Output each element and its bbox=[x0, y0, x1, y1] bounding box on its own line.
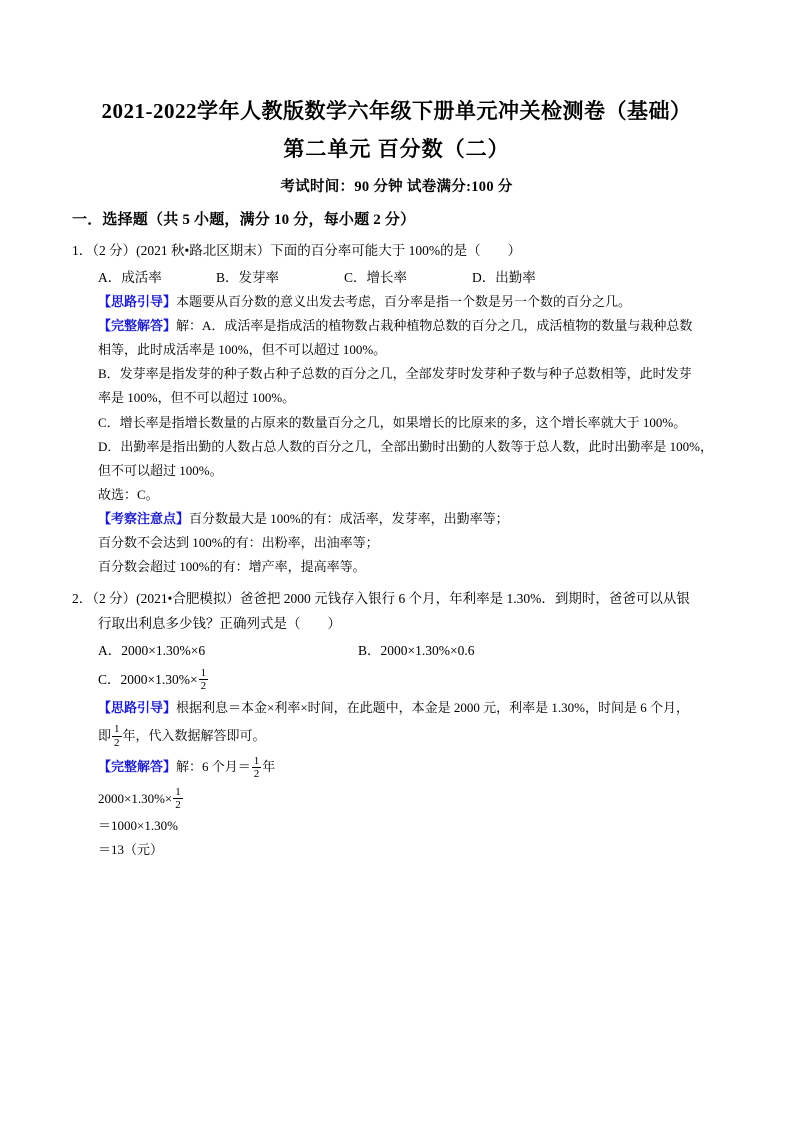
question-1-focus-line-2: 百分数不会达到 100%的有：出粉率，出油率等； bbox=[98, 534, 379, 550]
question-1-solution-line-5: C．增长率是指增长数量的占原来的数量百分之几，如果增长的比原来的多，这个增长率就大于 100%。 bbox=[98, 414, 687, 430]
question-2-guide-fraction bbox=[112, 723, 122, 749]
fraction-denominator: 2 bbox=[114, 736, 120, 749]
question-1-guide bbox=[72, 290, 721, 314]
question-1-solution-line-4: 率是 100%，但不可以超过 100%。 bbox=[98, 390, 296, 406]
question-2-option-c-fraction bbox=[199, 667, 209, 693]
question-2-options-row-1 bbox=[72, 638, 721, 664]
question-1-solution-line-8: 故选：C。 bbox=[98, 486, 159, 502]
question-2-guide-text: 根据利息＝本金×利率×时间，在此题中，本金是 2000 元，利率是 1.30%，时间是 6 个月， bbox=[176, 700, 690, 716]
question-2-number: 2 bbox=[72, 590, 79, 606]
section-heading: 一．选择题（共 5 小题，满分 10 分，每小题 2 分） bbox=[72, 212, 416, 228]
question-2-calc-prefix: 2000×1.30%× bbox=[98, 790, 173, 806]
question-1-stem bbox=[72, 239, 721, 263]
question-2-calc-line-1 bbox=[72, 783, 721, 814]
question-2-calc-fraction bbox=[173, 786, 183, 812]
question-2-text: ．（2 分）(2021•合肥模拟）爸爸把 2000 元钱存入银行 6 个月，年利率是 1.30%．到期时，爸爸可以从银 bbox=[78, 590, 690, 606]
page-subtitle: 第二单元 百分数（二） bbox=[283, 136, 510, 161]
question-2-option-c-prefix: C．2000×1.30%× bbox=[98, 671, 198, 687]
question-2-options-row-2 bbox=[72, 664, 721, 696]
exam-focus-label: 【考察注意点】 bbox=[98, 510, 190, 526]
question-1-solution-line-6: D．出勤率是指出勤的人数占总人数的百分之几，全部出勤时出勤的人数等于总人数，此时出勤率是 100%， bbox=[98, 438, 713, 454]
question-2-option-a[interactable]: A．2000×1.30%×6 bbox=[98, 643, 206, 659]
full-solution-label-2: 【完整解答】 bbox=[98, 759, 177, 775]
question-1-number: 1 bbox=[72, 243, 79, 258]
question-1-option-a[interactable]: A．成活率 bbox=[98, 269, 162, 285]
question-2 bbox=[72, 587, 721, 862]
question-2-stem bbox=[72, 587, 721, 611]
question-1 bbox=[72, 239, 721, 579]
fraction-denominator: 2 bbox=[200, 680, 207, 693]
question-1-focus-text-1: 百分数最大是 100%的有：成活率，发芽率，出勤率等； bbox=[189, 510, 509, 526]
question-1-focus-line-3: 百分数会超过 100%的有：增产率，提高率等。 bbox=[98, 558, 366, 574]
question-2-calc-line-3: ＝13（元） bbox=[98, 841, 164, 857]
question-2-guide-cont-suffix: 年，代入数据解答即可。 bbox=[122, 728, 266, 744]
fraction-numerator: 1 bbox=[200, 666, 207, 679]
question-2-guide-cont-prefix: 即 bbox=[98, 728, 112, 744]
fraction-numerator: 1 bbox=[114, 723, 120, 736]
question-2-solution-suffix: 年 bbox=[262, 759, 276, 775]
question-1-solution-line-1 bbox=[72, 314, 721, 338]
question-1-options bbox=[72, 265, 721, 291]
thought-guide-label-2: 【思路引导】 bbox=[98, 700, 177, 716]
fraction-denominator: 2 bbox=[253, 767, 260, 780]
question-2-guide-cont bbox=[72, 720, 721, 751]
question-1-solution-line-2: 相等，此时成活率是 100%，但不可以超过 100%。 bbox=[98, 342, 387, 358]
fraction-denominator: 2 bbox=[175, 799, 181, 812]
fraction-numerator: 1 bbox=[253, 754, 260, 767]
question-1-focus-line-1 bbox=[72, 507, 721, 531]
question-1-option-b[interactable]: B．发芽率 bbox=[216, 269, 280, 285]
question-2-solution bbox=[72, 751, 721, 782]
question-2-solution-prefix: 解：6 个月＝ bbox=[176, 759, 251, 775]
question-2-option-c[interactable] bbox=[98, 664, 209, 696]
question-1-option-c[interactable]: C．增长率 bbox=[344, 269, 408, 285]
question-1-solution-line-7: 但不可以超过 100%。 bbox=[98, 462, 223, 478]
page-title: 2021-2022学年人教版数学六年级下册单元冲关检测卷（基础） bbox=[101, 99, 692, 123]
fraction-numerator: 1 bbox=[175, 785, 181, 798]
thought-guide-label: 【思路引导】 bbox=[98, 294, 177, 310]
question-1-guide-text: 本题要从百分数的意义出发去考虑，百分率是指一个数是另一个数的百分之几。 bbox=[176, 294, 632, 310]
question-2-guide bbox=[72, 696, 721, 720]
question-2-solution-fraction bbox=[252, 755, 262, 781]
question-2-calc-line-2: ＝1000×1.30% bbox=[98, 817, 178, 833]
question-1-option-d[interactable]: D．出勤率 bbox=[472, 269, 536, 285]
full-solution-label: 【完整解答】 bbox=[98, 318, 177, 334]
question-1-solution-text-1: 解：A．成活率是指成活的植物数占栽种植物总数的百分之几，成活植物的数量与栽种总数 bbox=[176, 318, 693, 334]
question-1-solution-line-3: B．发芽率是指发芽的种子数占种子总数的百分之几，全部发芽时发芽种子数与种子总数相等，此时发芽 bbox=[98, 366, 692, 382]
question-2-option-b[interactable]: B．2000×1.30%×0.6 bbox=[358, 643, 475, 659]
question-2-stem-cont: 行取出利息多少钱？正确列式是（ ） bbox=[98, 616, 341, 632]
question-1-text: ．（2 分）(2021 秋•路北区期末）下面的百分率可能大于 100%的是（ ） bbox=[78, 243, 522, 258]
exam-info: 考试时间：90 分钟 试卷满分:100 分 bbox=[280, 179, 513, 195]
